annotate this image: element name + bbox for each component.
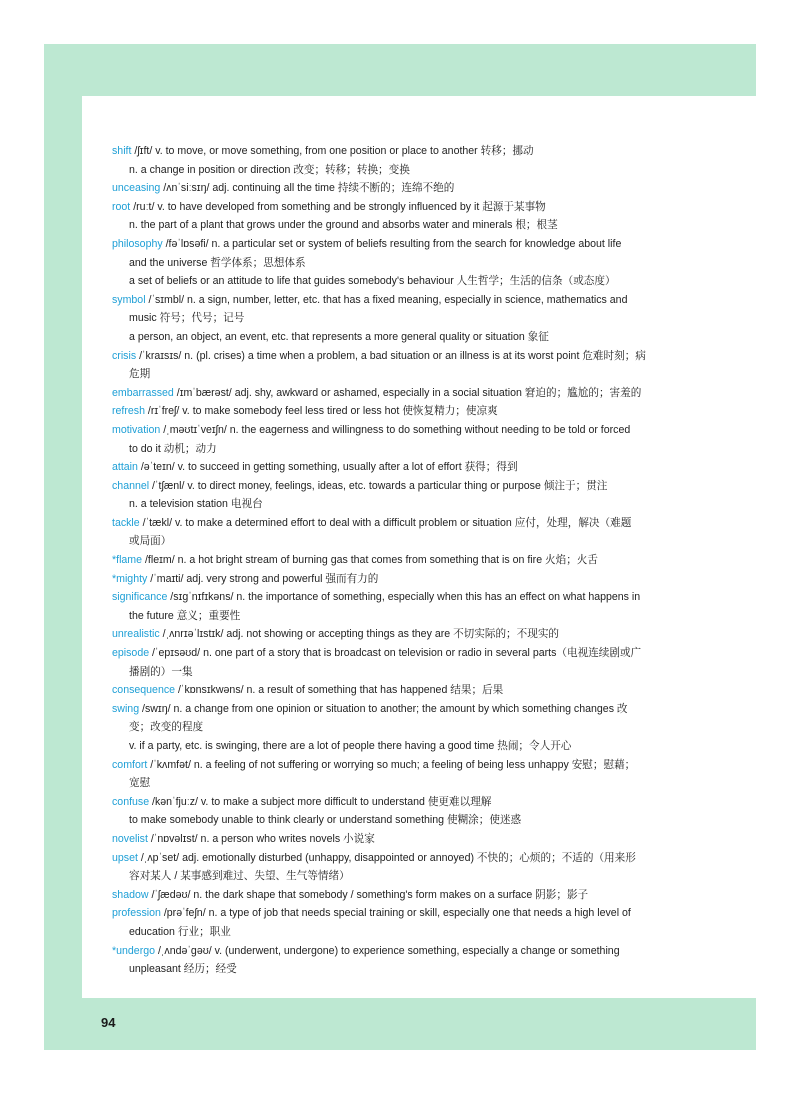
definition-text: /prəˈfeʃn/ n. a type of job that needs special training or skill, especially one that needs a high level of — [160, 907, 631, 920]
definition-text: /ˈkraɪsɪs/ n. (pl. crises) a time when a problem, a bad situation or an illness is at its worst point 危难时刻；病 — [136, 349, 646, 362]
definition-text: /ˌʌpˈset/ adj. emotionally disturbed (unhappy, disappointed or annoyed) 不快的；心烦的；不适的（用来形 — [137, 851, 636, 864]
entry-continuation — [112, 663, 682, 682]
entry-headline — [112, 681, 682, 700]
headword: attain — [112, 461, 138, 474]
definition-text: /ˌməʊtɪˈveɪʃn/ n. the eagerness and willingness to do something without needing to be told or forced — [160, 423, 631, 436]
entry-continuation — [112, 216, 682, 235]
headword: embarrassed — [112, 386, 174, 399]
definition-text: /ˈmaɪti/ adj. very strong and powerful 强而有力的 — [147, 572, 379, 585]
definition-text: /kənˈfjuːz/ v. to make a subject more difficult to understand 使更难以理解 — [149, 795, 492, 808]
definition-text: 宽慰 — [129, 777, 151, 790]
definition-text: /ʌnˈsiːsɪŋ/ adj. continuing all the time 持续不断的；连绵不绝的 — [160, 182, 455, 195]
entry-headline — [112, 625, 682, 644]
definition-text: /ˌʌnrɪəˈlɪstɪk/ adj. not showing or accepting things as they are 不切实际的；不现实的 — [159, 628, 560, 641]
headword: novelist — [112, 832, 148, 845]
headword: crisis — [112, 349, 137, 362]
definition-text: /ruːt/ v. to have developed from something and be strongly influenced by it 起源于某事物 — [130, 200, 546, 213]
entry-continuation — [112, 960, 682, 979]
entry-continuation — [112, 161, 682, 180]
vocab-entry — [112, 625, 682, 644]
entry-headline — [112, 179, 682, 198]
vocab-entry — [112, 588, 682, 625]
entry-headline — [112, 551, 682, 570]
headword: confuse — [112, 795, 150, 808]
headword: channel — [112, 479, 150, 492]
entry-headline — [112, 514, 682, 533]
vocab-entry — [112, 384, 682, 403]
definition-text: /rɪˈfreʃ/ v. to make somebody feel less tired or less hot 使恢复精力；使凉爽 — [144, 405, 498, 418]
headword: *undergo — [112, 944, 156, 957]
definition-text: /ˈnɒvəlɪst/ n. a person who writes novels 小说家 — [147, 832, 375, 845]
vocab-entry — [112, 142, 682, 179]
headword: upset — [112, 851, 138, 864]
definition-text: /fleɪm/ n. a hot bright stream of burning gas that comes from something that is on fire 火焰；火舌 — [142, 554, 598, 567]
definition-text: /ˈkɒnsɪkwəns/ n. a result of something that has happened 结果；后果 — [175, 684, 504, 697]
vocab-entry — [112, 942, 682, 979]
entry-continuation — [112, 811, 682, 830]
entry-headline — [112, 700, 682, 719]
entry-continuation — [112, 328, 682, 347]
headword: shadow — [112, 888, 149, 901]
definition-text: a set of beliefs or an attitude to life that guides somebody's behaviour 人生哲学；生活的信条（或态度） — [129, 275, 616, 288]
definition-text: to make somebody unable to think clearly or understand something 使糊涂；使迷惑 — [129, 814, 522, 827]
headword: refresh — [112, 405, 145, 418]
headword: swing — [112, 702, 140, 715]
entry-continuation — [112, 254, 682, 273]
vocabulary-list — [112, 142, 682, 979]
vocab-entry — [112, 198, 682, 235]
entry-headline — [112, 384, 682, 403]
entry-continuation — [112, 867, 682, 886]
entry-headline — [112, 477, 682, 496]
vocab-entry — [112, 179, 682, 198]
definition-text: /sɪɡˈnɪfɪkəns/ n. the importance of something, especially when this has an effect on what happens in — [167, 591, 641, 604]
definition-text: 变；改变的程度 — [129, 721, 204, 734]
entry-headline — [112, 347, 682, 366]
entry-headline — [112, 830, 682, 849]
headword: *mighty — [112, 572, 148, 585]
entry-headline — [112, 942, 682, 961]
definition-text: n. a television station 电视台 — [129, 498, 263, 511]
definition-text: /ɪmˈbærəst/ adj. shy, awkward or ashamed, especially in a social situation 窘迫的；尴尬的；害羞的 — [173, 386, 642, 399]
headword: motivation — [112, 423, 161, 436]
vocab-entry — [112, 514, 682, 551]
headword: consequence — [112, 684, 176, 697]
definition-text: n. the part of a plant that grows under the ground and absorbs water and minerals 根；根茎 — [129, 219, 558, 232]
definition-text: 危期 — [129, 368, 151, 381]
entry-continuation — [112, 272, 682, 291]
definition-text: the future 意义；重要性 — [129, 609, 241, 622]
entry-headline — [112, 904, 682, 923]
vocab-entry — [112, 756, 682, 793]
entry-headline — [112, 142, 682, 161]
entry-headline — [112, 644, 682, 663]
headword: philosophy — [112, 237, 163, 250]
entry-continuation — [112, 532, 682, 551]
vocab-entry — [112, 235, 682, 291]
entry-continuation — [112, 365, 682, 384]
entry-continuation — [112, 718, 682, 737]
vocab-entry — [112, 886, 682, 905]
definition-text: /swɪŋ/ n. a change from one opinion or situation to another; the amount by which something changes 改 — [139, 702, 628, 715]
definition-text: education 行业；职业 — [129, 925, 231, 938]
headword: shift — [112, 145, 132, 157]
vocab-entry — [112, 793, 682, 830]
vocab-entry — [112, 700, 682, 756]
vocab-entry — [112, 421, 682, 458]
definition-text: to do it 动机；动力 — [129, 442, 217, 455]
entry-continuation — [112, 737, 682, 756]
vocab-entry — [112, 458, 682, 477]
headword: *flame — [112, 554, 143, 567]
vocab-entry — [112, 402, 682, 421]
entry-headline — [112, 421, 682, 440]
entry-headline — [112, 756, 682, 775]
entry-continuation — [112, 495, 682, 514]
definition-text: v. if a party, etc. is swinging, there are a lot of people there having a good time 热闹；令人开心 — [129, 740, 572, 752]
definition-text: n. a change in position or direction 改变；转移；转换；变换 — [129, 163, 410, 176]
entry-continuation — [112, 607, 682, 626]
definition-text: /ˈtækl/ v. to make a determined effort to deal with a difficult problem or situation 应付，处理，解决（难题 — [139, 516, 632, 529]
entry-headline — [112, 291, 682, 310]
headword: significance — [112, 591, 168, 604]
definition-text: 播剧的）一集 — [129, 665, 193, 678]
entry-headline — [112, 588, 682, 607]
entry-headline — [112, 793, 682, 812]
definition-text: /ˌʌndəˈɡəʊ/ v. (underwent, undergone) to experience something, especially a change or something — [155, 944, 620, 957]
definition-text: unpleasant 经历；经受 — [129, 963, 237, 976]
entry-headline — [112, 235, 682, 254]
headword: tackle — [112, 516, 140, 529]
definition-text: 或局面） — [129, 535, 172, 548]
entry-headline — [112, 458, 682, 477]
entry-continuation — [112, 774, 682, 793]
definition-text: /fəˈlɒsəfi/ n. a particular set or system of beliefs resulting from the search for knowledge about life — [162, 237, 622, 250]
entry-headline — [112, 886, 682, 905]
definition-text: /əˈteɪn/ v. to succeed in getting something, usually after a lot of effort 获得；得到 — [137, 461, 518, 474]
vocab-entry — [112, 849, 682, 886]
definition-text: /ˈʃædəʊ/ n. the dark shape that somebody / something's form makes on a surface 阴影；影子 — [148, 888, 589, 901]
vocab-entry — [112, 291, 682, 347]
vocab-entry — [112, 570, 682, 589]
page-number: 94 — [101, 1015, 116, 1030]
headword: unrealistic — [112, 628, 160, 641]
definition-text: /ˈepɪsəʊd/ n. one part of a story that is broadcast on television or radio in several parts（电视连续剧或广 — [149, 647, 642, 660]
vocab-entry — [112, 477, 682, 514]
definition-text: 容对某人 / 某事感到难过、失望、生气等情绪） — [129, 870, 350, 883]
definition-text: /ˈsɪmbl/ n. a sign, number, letter, etc. that has a fixed meaning, especially in science, mathematics and — [145, 293, 628, 306]
definition-text: a person, an object, an event, etc. that represents a more general quality or situation 象征 — [129, 330, 549, 343]
definition-text: /ʃɪft/ v. to move, or move something, from one position or place to another 转移；挪动 — [131, 145, 534, 157]
vocab-entry — [112, 551, 682, 570]
vocab-entry — [112, 904, 682, 941]
definition-text: /ˈtʃænl/ v. to direct money, feelings, ideas, etc. towards a particular thing or purpose 倾注于；贯注 — [149, 479, 608, 492]
definition-text: and the universe 哲学体系；思想体系 — [129, 256, 306, 269]
headword: comfort — [112, 758, 148, 771]
vocab-entry — [112, 644, 682, 681]
entry-continuation — [112, 309, 682, 328]
headword: root — [112, 200, 131, 213]
definition-text: /ˈkʌmfət/ n. a feeling of not suffering or worrying so much; a feeling of being less unhappy 安慰；慰藉； — [147, 758, 636, 771]
vocab-entry — [112, 830, 682, 849]
entry-headline — [112, 849, 682, 868]
headword: symbol — [112, 293, 146, 306]
entry-continuation — [112, 440, 682, 459]
entry-headline — [112, 198, 682, 217]
vocab-entry — [112, 681, 682, 700]
headword: episode — [112, 647, 150, 660]
headword: unceasing — [112, 182, 161, 195]
definition-text: music 符号；代号；记号 — [129, 312, 245, 325]
entry-headline — [112, 570, 682, 589]
headword: profession — [112, 907, 161, 920]
entry-continuation — [112, 923, 682, 942]
vocab-entry — [112, 347, 682, 384]
entry-headline — [112, 402, 682, 421]
